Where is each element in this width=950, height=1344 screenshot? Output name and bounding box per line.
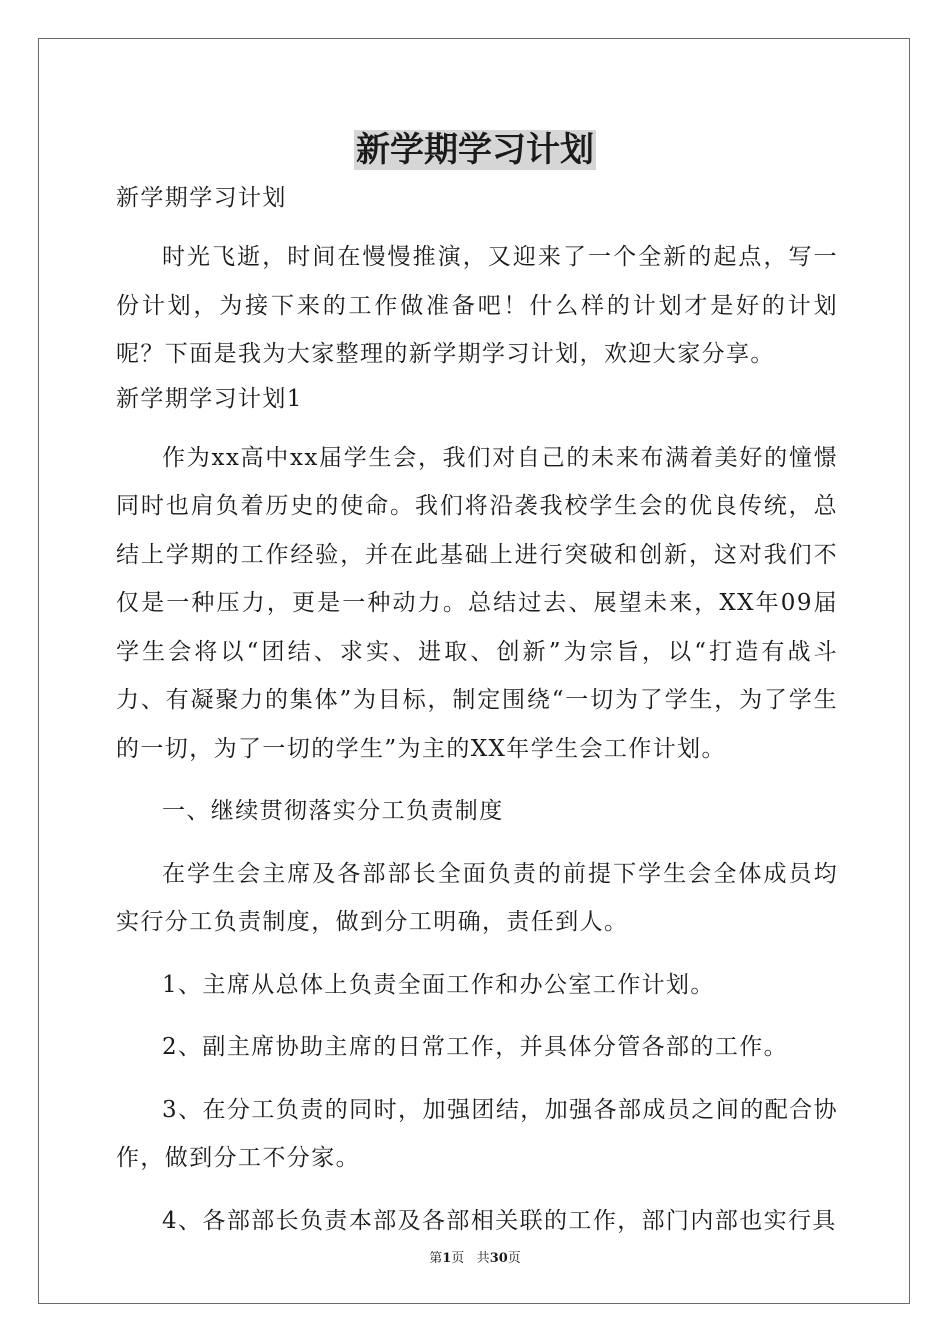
body-paragraph: 在学生会主席及各部部长全面负责的前提下学生会全体成员均实行分工负责制度，做到分工明确，责任到人。 xyxy=(116,860,838,935)
title-text: 新学期学习计划 xyxy=(356,130,594,170)
list-item: 4、各部部长负责本部及各部相关联的工作，部门内部也实行具 xyxy=(162,1207,837,1234)
page-footer xyxy=(0,1247,950,1266)
intro-paragraph: 时光飞逝，时间在慢慢推演，又迎来了一个全新的起点，写一份计划，为接下来的工作做准备吧！什么样的计划才是好的计划呢？下面是我为大家整理的新学期学习计划，欢迎大家分享。 xyxy=(116,244,838,367)
list-item: 2、副主席协助主席的日常工作，并具体分管各部的工作。 xyxy=(162,1034,789,1060)
total-suffix: 页 xyxy=(507,1251,521,1266)
document-body xyxy=(116,178,838,1245)
page-prefix: 第 xyxy=(429,1251,443,1266)
list-item: 3、在分工负责的同时，加强团结，加强各部成员之间的配合协作，做到分工不分家。 xyxy=(116,1096,838,1171)
page-number: 1 xyxy=(442,1251,452,1266)
document-subtitle: 新学期学习计划 xyxy=(116,185,287,211)
page-suffix: 页 xyxy=(451,1251,465,1266)
list-item: 1、主席从总体上负责全面工作和办公室工作计划。 xyxy=(162,971,715,998)
spacer xyxy=(116,218,838,233)
total-pages: 30 xyxy=(489,1251,508,1266)
document-title xyxy=(0,124,950,176)
section-heading: 一、继续贯彻落实分工负责制度 xyxy=(162,798,504,824)
body-paragraph: 作为xx高中xx届学生会，我们对自己的未来布满着美好的憧憬同时也肩负着历史的使命。我们将沿袭我校学生会的优良传统，总结上学期的工作经验，并在此基础上进行突破和创新，这对我们不仅是一种压力，更是一种动力。总结过去、展望未来，XX年09届学生会将以“团结、求实、进取、创新”为宗旨，以“打造有战斗力、有凝聚力的集体”为目标，制定围绕“一切为了学生，为了学生的一切，为了一切的学生”为主的XX年学生会工作计划。 xyxy=(116,444,838,762)
spacer xyxy=(116,419,838,434)
total-prefix: 共 xyxy=(476,1251,490,1266)
section-title: 新学期学习计划1 xyxy=(116,385,303,412)
